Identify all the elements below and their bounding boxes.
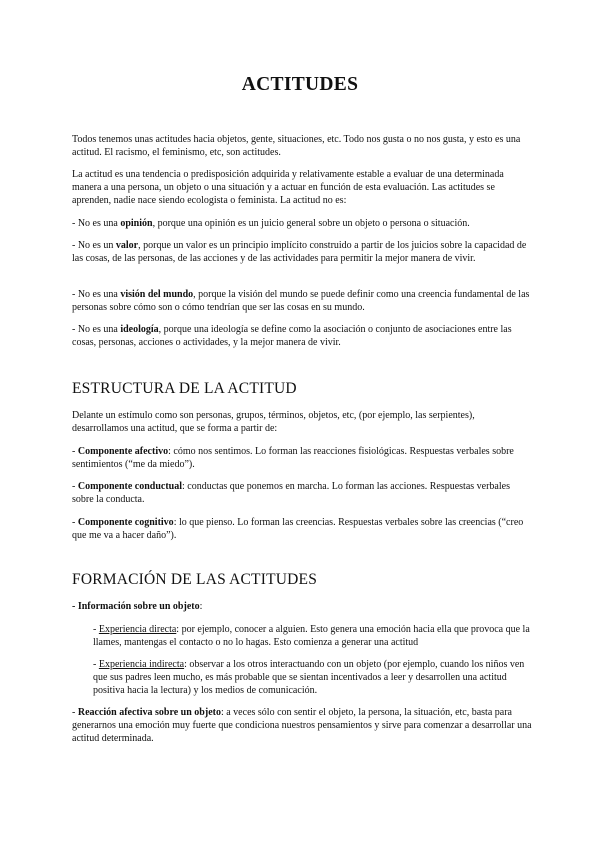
item-prefix: - No es una bbox=[72, 324, 121, 335]
item-prefix: - bbox=[72, 481, 78, 492]
item-text: : cómo nos sentimos. Lo forman las reacciones fisiológicas. Respuestas verbales sobre sentimientos (“me da miedo”). bbox=[72, 446, 514, 471]
not-item-valor bbox=[72, 239, 532, 265]
item-prefix: - bbox=[93, 659, 99, 670]
item-text: , porque una ideología se define como la asociación o conjunto de asociaciones entre las cosas, personas, acciones o actividades, y la mejor manera de vivir. bbox=[72, 324, 512, 349]
term-cognitivo: Componente cognitivo bbox=[77, 517, 174, 528]
item-text: : por ejemplo, conocer a alguien. Esto genera una emoción hacia ella que provoca que la llames, mantengas el contacto o no lo hagas. Esto comienza a generar una actitud bbox=[93, 624, 530, 649]
not-item-opinion bbox=[72, 217, 532, 230]
term-experiencia-indirecta: Experiencia indirecta bbox=[98, 659, 185, 670]
item-prefix: - No es una bbox=[72, 218, 121, 229]
section-heading-estructura: ESTRUCTURA DE LA ACTITUD bbox=[72, 380, 297, 397]
term-conductual: Componente conductual bbox=[77, 481, 183, 492]
structure-intro: Delante un estímulo como son personas, grupos, términos, objetos, etc, (por ejemplo, las serpientes), desarrollamos una actitud, que se forma a partir de: bbox=[72, 410, 475, 435]
not-item-vision bbox=[72, 288, 532, 314]
term-opinion: opinión bbox=[120, 218, 153, 229]
term-ideologia: ideología bbox=[120, 324, 159, 335]
item-text: : a veces sólo con sentir el objeto, la persona, la situación, etc, basta para generarnos una emoción muy fuerte que condiciona nuestros pensamientos y sirve para comenzar a desarrollar una actitud determinada. bbox=[72, 707, 532, 745]
component-afectivo bbox=[72, 445, 532, 471]
item-text: : lo que pienso. Lo forman las creencias. Respuestas verbales sobre las creencias (“creo que me va a hacer daño”). bbox=[72, 517, 524, 542]
item-text: , porque una opinión es un juicio general sobre un objeto o persona o situación. bbox=[152, 218, 470, 229]
indirect-experience bbox=[93, 658, 533, 698]
item-prefix: - bbox=[93, 624, 99, 635]
item-text: , porque un valor es un principio implícito construido a partir de los juicios sobre la capacidad de las cosas, de las personas, de las acciones y de las actividades para permitir la mejor manera de vivir. bbox=[72, 240, 527, 265]
item-prefix: - No es una bbox=[72, 289, 121, 300]
item-prefix: - bbox=[72, 517, 78, 528]
term-valor: valor bbox=[115, 240, 139, 251]
component-cognitivo bbox=[72, 516, 532, 542]
term-afectivo: Componente afectivo bbox=[77, 446, 169, 457]
intro-paragraph-1: Todos tenemos unas actitudes hacia objetos, gente, situaciones, etc. Todo nos gusta o no nos gusta, y esto es una actitud. El racismo, el feminismo, etc, son actitudes. bbox=[72, 134, 521, 159]
item-prefix: - No es un bbox=[72, 240, 116, 251]
term-informacion: - Información sobre un objeto bbox=[72, 601, 200, 612]
term-reaccion-afectiva: Reacción afectiva sobre un objeto bbox=[77, 707, 221, 718]
item-prefix: - bbox=[72, 707, 78, 718]
item-text: : observar a los otros interactuando con un objeto (por ejemplo, cuando los niños ven que sus padres leen mucho, es más probable que se sientan incentivados a leer y desarrollen una actitud positiva hacia la lectura) y los medios de comunicación. bbox=[93, 659, 525, 697]
term-experiencia-directa: Experiencia directa bbox=[98, 624, 177, 635]
affective-reaction bbox=[72, 706, 532, 746]
direct-experience bbox=[93, 623, 533, 649]
document-title: ACTITUDES bbox=[241, 74, 359, 95]
item-text: , porque la visión del mundo se puede definir como una creencia fundamental de las personas sobre cómo son o cómo tendrían que ser las cosas en su mundo. bbox=[72, 289, 530, 314]
item-prefix: - bbox=[72, 446, 78, 457]
info-colon: : bbox=[199, 601, 203, 612]
term-vision: visión del mundo bbox=[120, 289, 194, 300]
component-conductual bbox=[72, 480, 532, 506]
intro-paragraph-2: La actitud es una tendencia o predisposición adquirida y relativamente estable a evaluar de una determinada manera a una persona, un objeto o una situación y a actuar en función de esta evaluación. Las actitudes se aprenden, nadie nace siendo ecologista o feminista. La actitud no es: bbox=[72, 169, 504, 207]
item-text: : conductas que ponemos en marcha. Lo forman las acciones. Respuestas verbales sobre la conducta. bbox=[72, 481, 510, 506]
not-item-ideologia bbox=[72, 323, 532, 349]
info-label bbox=[72, 600, 532, 613]
section-heading-formacion: FORMACIÓN DE LAS ACTITUDES bbox=[72, 571, 318, 588]
